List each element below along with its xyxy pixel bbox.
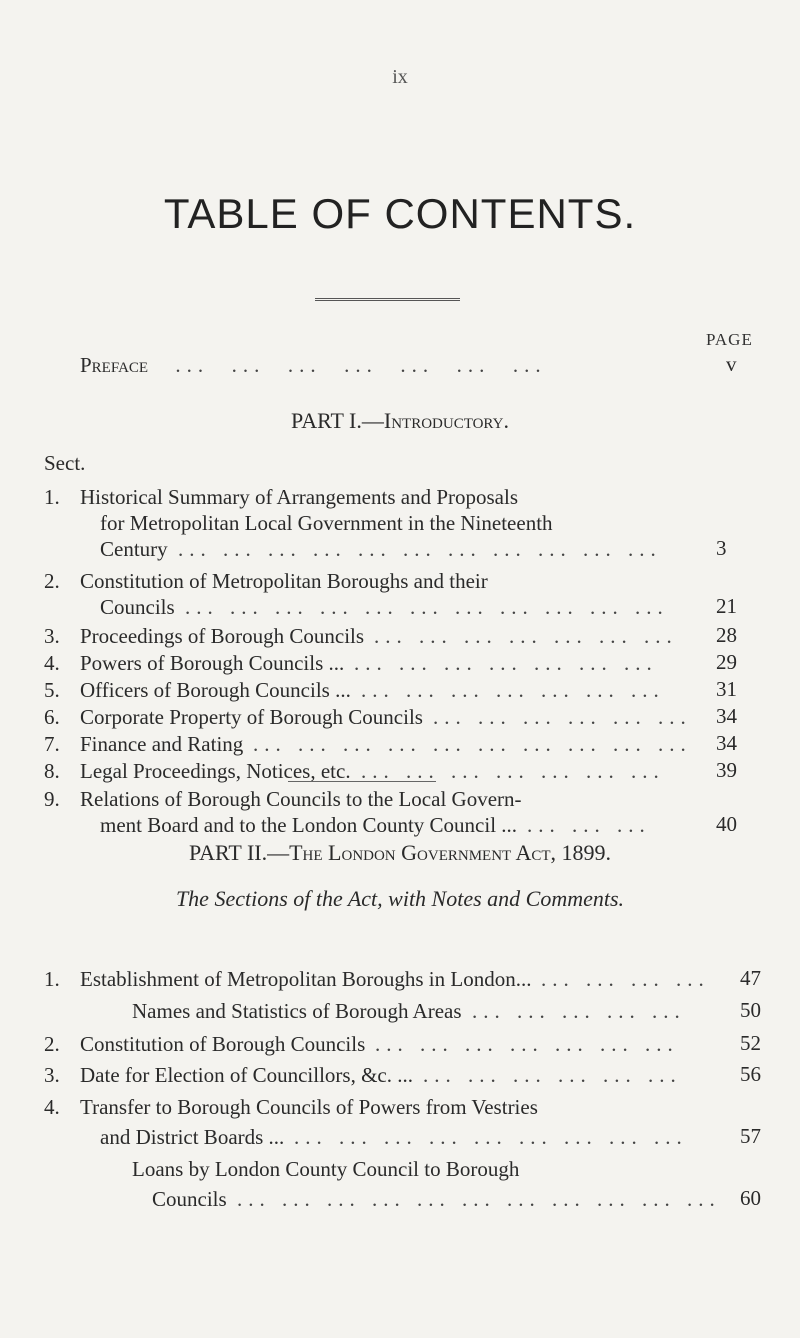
entry-page: 50 — [740, 998, 761, 1022]
entry-page: 3 — [716, 536, 727, 560]
entry-number: 8. — [44, 759, 60, 783]
entry-title-line[interactable]: Establishment of Metropolitan Boroughs in London... ... ... ... ... — [80, 967, 721, 991]
entry-number: 1. — [44, 967, 60, 991]
part2-subheading: The Sections of the Act, with Notes and Comments. — [175, 886, 625, 911]
preface-label: Preface — [80, 353, 149, 377]
dot-leader: ... ... ... ... ... ... ... — [374, 624, 689, 648]
sect-label: Sect. — [44, 451, 86, 475]
part2-heading-year: 1899. — [561, 840, 612, 865]
part1-heading — [0, 408, 800, 434]
entry-title-line[interactable]: Century ... ... ... ... ... ... ... ... ... ... ... — [100, 537, 673, 561]
entry-title-line[interactable]: Relations of Borough Councils to the Local Govern- — [80, 787, 522, 811]
dot-leader: ... ... ... ... ... ... ... — [361, 678, 676, 702]
entry-title-line[interactable]: and District Boards ... ... ... ... ... ... ... ... ... ... — [100, 1125, 699, 1149]
part1-heading-name: Introductory. — [383, 408, 509, 433]
entry-number: 4. — [44, 651, 60, 675]
entry-title-line[interactable]: for Metropolitan Local Government in the Nineteenth — [100, 511, 553, 535]
entry-number: 1. — [44, 485, 60, 509]
entry-title-line[interactable]: Proceedings of Borough Councils ... ... ... ... ... ... ... — [80, 624, 689, 648]
entry-title-line[interactable]: Constitution of Borough Councils ... ... ... ... ... ... ... — [80, 1032, 690, 1056]
entry-title-line[interactable]: Transfer to Borough Councils of Powers from Vestries — [80, 1095, 538, 1119]
entry-page: 57 — [740, 1124, 761, 1148]
dot-leader: ... ... ... ... ... ... ... — [375, 1032, 690, 1056]
entry-title-line[interactable]: Constitution of Metropolitan Boroughs and their — [80, 569, 488, 593]
entry-title-line[interactable]: Officers of Borough Councils ... ... ... ... ... ... ... ... — [80, 678, 676, 702]
entry-number: 4. — [44, 1095, 60, 1119]
entry-title-line[interactable]: Corporate Property of Borough Councils ... ... ... ... ... ... — [80, 705, 703, 729]
entry-title-line[interactable]: Finance and Rating ... ... ... ... ... ... ... ... ... ... — [80, 732, 703, 756]
entry-page: 60 — [740, 1186, 761, 1210]
dot-leader: ... ... ... ... ... ... ... ... ... ... ... — [185, 595, 680, 619]
entry-page: 34 — [716, 704, 737, 728]
dot-leader: ... ... ... ... ... ... ... ... ... ... — [253, 732, 703, 756]
entry-title-line[interactable]: Names and Statistics of Borough Areas ... ... ... ... ... — [132, 999, 697, 1023]
page-title: TABLE OF CONTENTS. — [163, 190, 637, 237]
dot-leader: ... ... ... ... ... ... ... ... ... ... ... — [237, 1187, 732, 1211]
page-column-header: PAGE — [706, 330, 753, 349]
entry-number: 3. — [44, 624, 60, 648]
dot-leader: ... ... ... ... ... ... ... ... ... — [294, 1125, 699, 1149]
dot-leader: ... ... ... ... — [541, 967, 721, 991]
entry-number: 7. — [44, 732, 60, 756]
entry-title-line[interactable]: ment Board and to the London County Council ... ... ... ... — [100, 813, 662, 837]
entry-page: 40 — [716, 812, 737, 836]
entry-page: 34 — [716, 731, 737, 755]
section-divider — [288, 781, 436, 782]
page-number: ix — [392, 66, 408, 88]
entry-title-line[interactable]: Powers of Borough Councils ... ... ... ... ... ... ... ... — [80, 651, 669, 675]
entry-page: 29 — [716, 650, 737, 674]
entry-page: 31 — [716, 677, 737, 701]
entry-title-line[interactable]: Legal Proceedings, Notices, etc. ... ... ... ... ... ... ... — [80, 759, 676, 783]
part2-heading — [0, 840, 800, 866]
part2-heading-prefix: PART II.— — [188, 840, 290, 865]
title-divider — [315, 298, 460, 301]
entry-number: 9. — [44, 787, 60, 811]
entry-page: 28 — [716, 623, 737, 647]
entry-title-line[interactable]: Date for Election of Councillors, &c. ... ... ... ... ... ... ... — [80, 1063, 693, 1087]
preface-page: v — [726, 352, 737, 376]
entry-title-line[interactable]: Loans by London County Council to Borough — [132, 1157, 520, 1181]
dot-leader: ... ... ... ... ... ... — [423, 1063, 693, 1087]
dot-leader: ... ... ... ... ... ... ... ... ... ... ... — [178, 537, 673, 561]
entry-page: 39 — [716, 758, 737, 782]
dot-leader: ... ... ... ... ... ... ... — [361, 759, 676, 783]
entry-number: 2. — [44, 1032, 60, 1056]
entry-title-line[interactable]: Councils ... ... ... ... ... ... ... ... ... ... ... — [152, 1187, 732, 1211]
preface-entry[interactable] — [80, 352, 547, 378]
entry-number: 5. — [44, 678, 60, 702]
entry-number: 6. — [44, 705, 60, 729]
entry-number: 2. — [44, 569, 60, 593]
entry-title-line[interactable]: Historical Summary of Arrangements and Proposals — [80, 485, 519, 509]
dot-leader: ... ... ... — [527, 813, 662, 837]
entry-page: 21 — [716, 594, 737, 618]
part1-heading-prefix: PART I.— — [291, 408, 384, 433]
entry-title-line[interactable]: Councils ... ... ... ... ... ... ... ... ... ... ... — [100, 595, 680, 619]
part2-heading-name: The London Government Act, — [289, 840, 557, 865]
entry-page: 56 — [740, 1062, 761, 1086]
entry-page: 47 — [740, 966, 761, 990]
dot-leader: ... ... ... ... ... ... — [433, 705, 703, 729]
entry-page: 52 — [740, 1031, 761, 1055]
dot-leader: ... ... ... ... ... — [472, 999, 697, 1023]
dot-leader: ... ... ... ... ... ... ... — [175, 353, 547, 377]
dot-leader: ... ... ... ... ... ... ... — [354, 651, 669, 675]
entry-number: 3. — [44, 1063, 60, 1087]
